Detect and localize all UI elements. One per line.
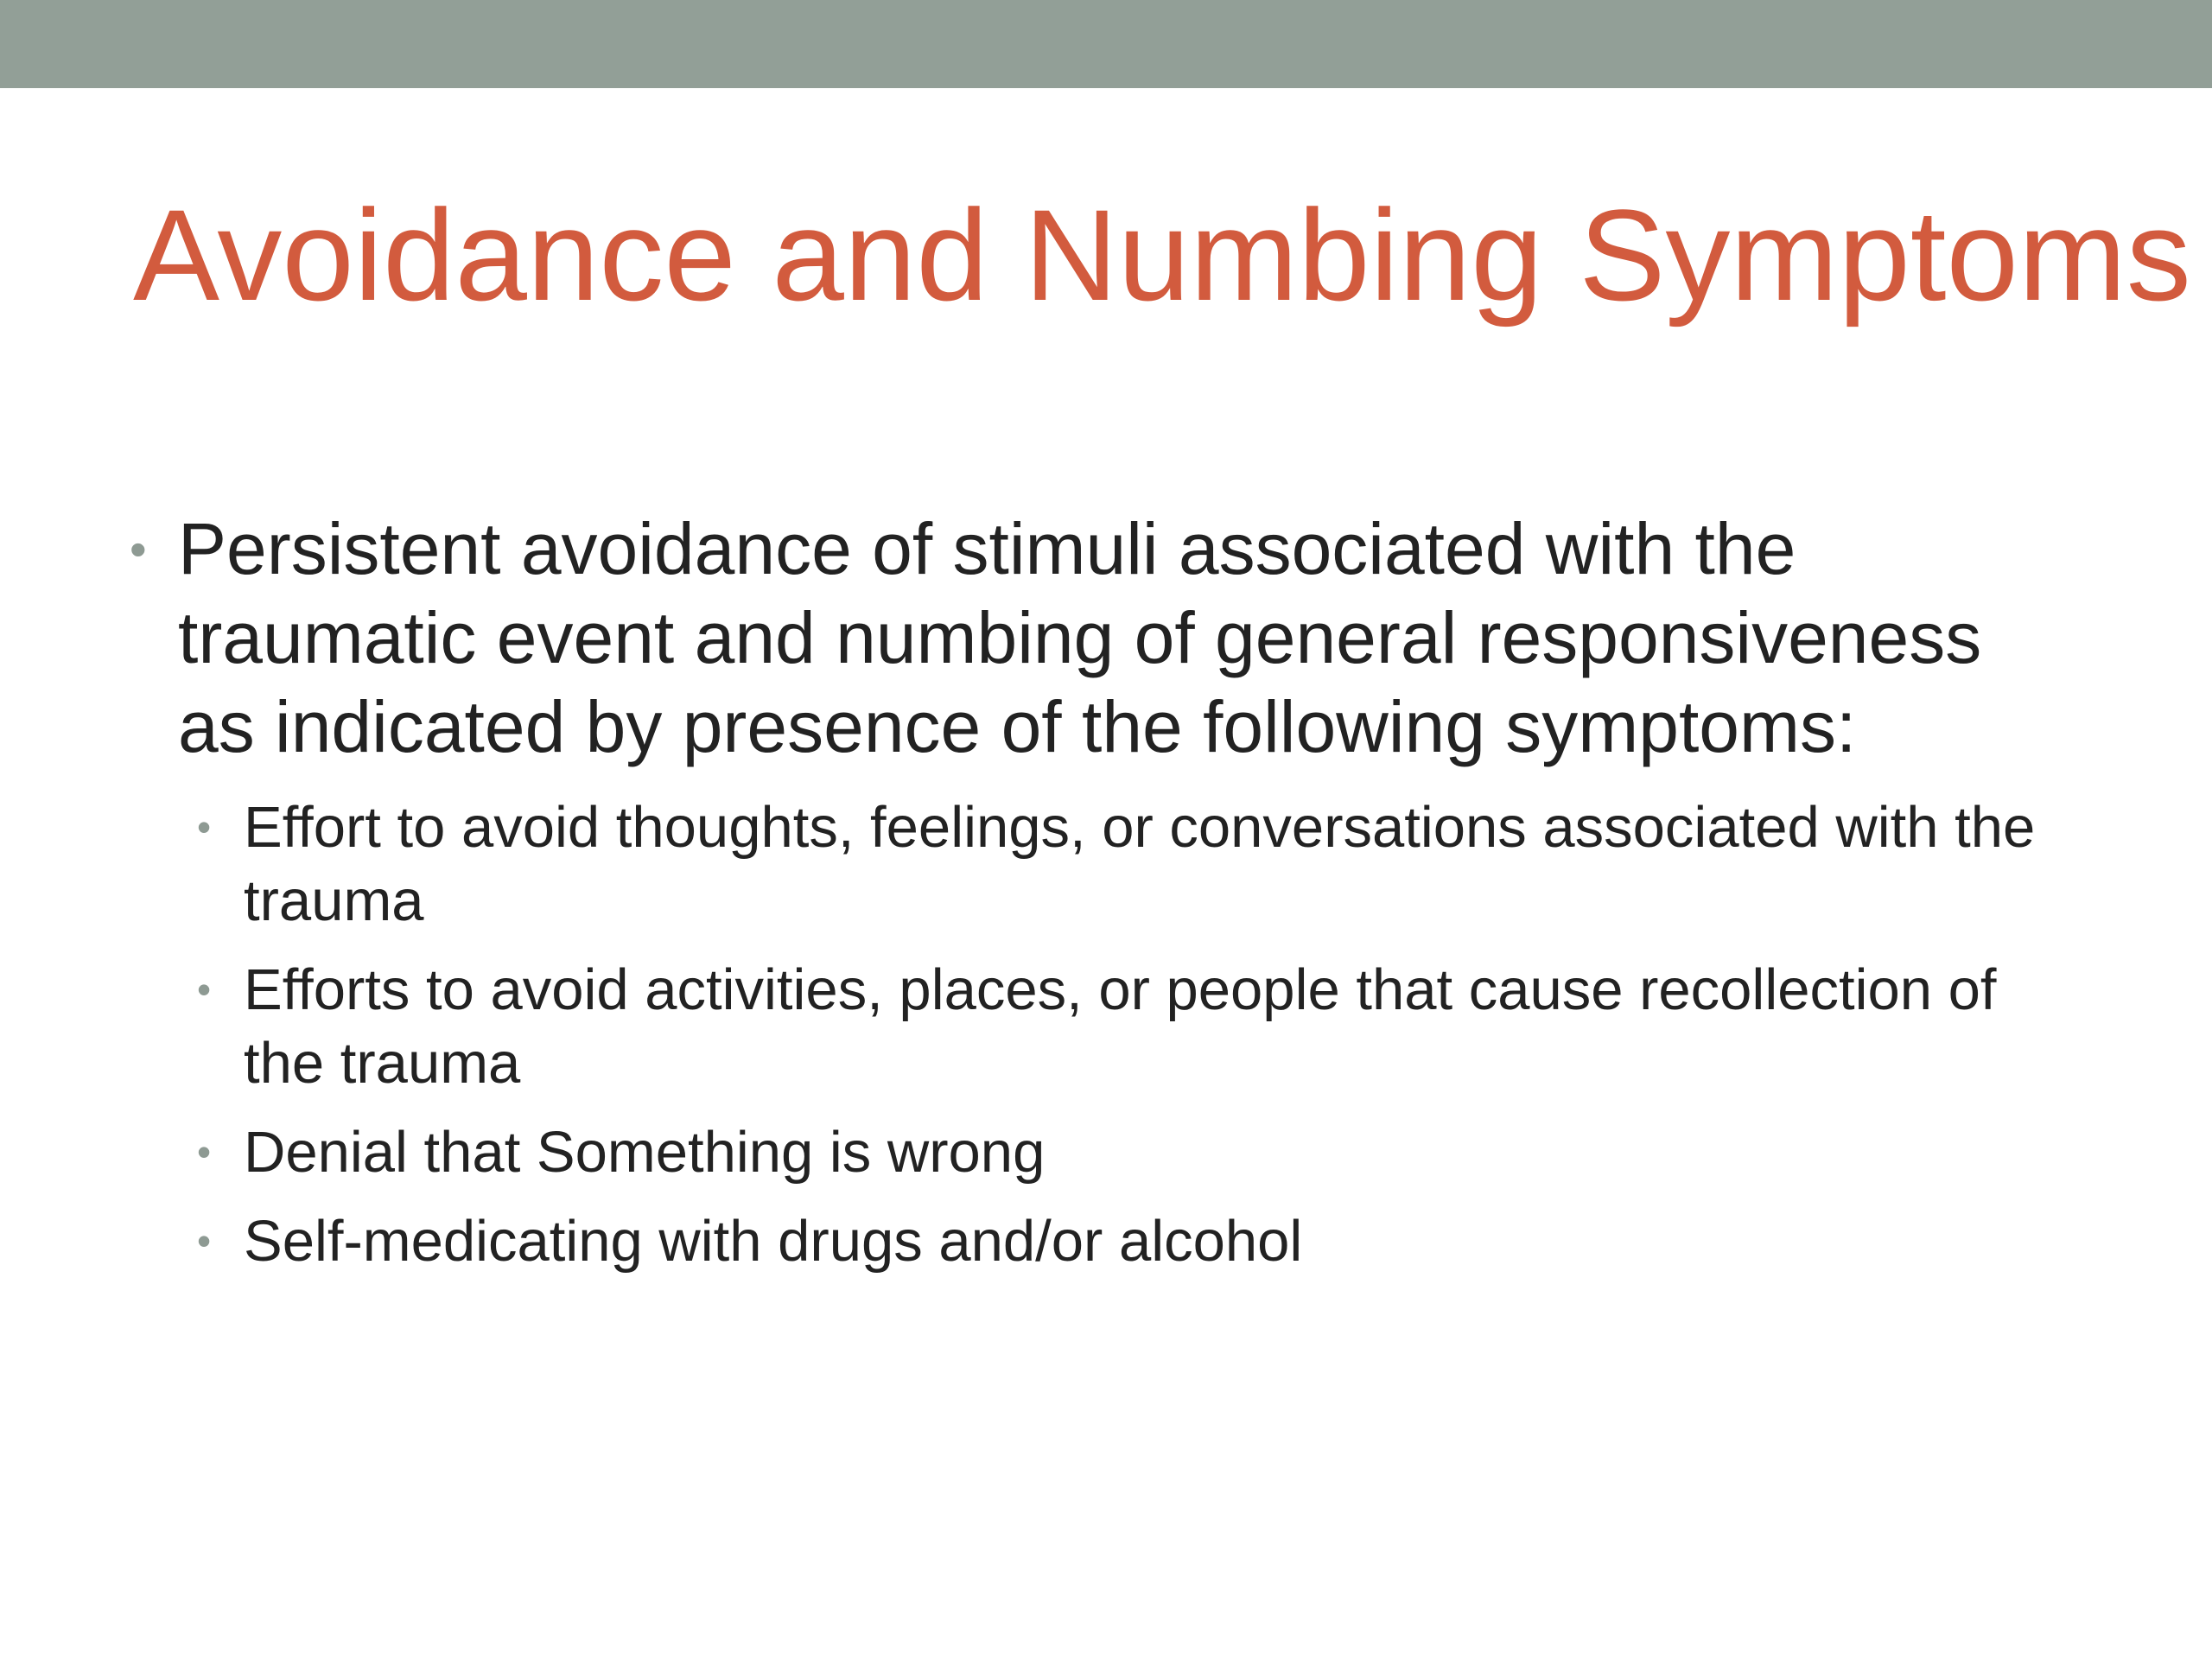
sub-bullet-text: Denial that Something is wrong	[244, 1120, 1046, 1185]
slide-body	[130, 505, 2074, 1278]
sub-bullet-text: Effort to avoid thoughts, feelings, or conversations associated with the trauma	[244, 795, 2036, 933]
bullet-dot: •	[197, 967, 212, 1012]
sub-bullet-item	[130, 1205, 2074, 1278]
bullet-dot: •	[197, 1218, 212, 1263]
bullet-dot: •	[197, 1129, 212, 1174]
main-bullet-item	[130, 505, 2074, 772]
bullet-dot: •	[197, 804, 212, 849]
sub-bullet-item	[130, 1116, 2074, 1189]
slide-title: Avoidance and Numbing Symptoms	[133, 182, 2191, 327]
sub-bullet-text: Self-medicating with drugs and/or alcohol	[244, 1209, 1303, 1274]
sub-bullet-item	[130, 791, 2074, 938]
header-band	[0, 0, 2212, 88]
bullet-dot: •	[130, 522, 147, 576]
sub-bullet-item	[130, 953, 2074, 1100]
main-bullet-text: Persistent avoidance of stimuli associated with the traumatic event and numbing of general responsiveness as indicated by presence of the following symptoms:	[178, 508, 1982, 767]
sub-bullet-text: Efforts to avoid activities, places, or people that cause recollection of the trauma	[244, 957, 1997, 1096]
